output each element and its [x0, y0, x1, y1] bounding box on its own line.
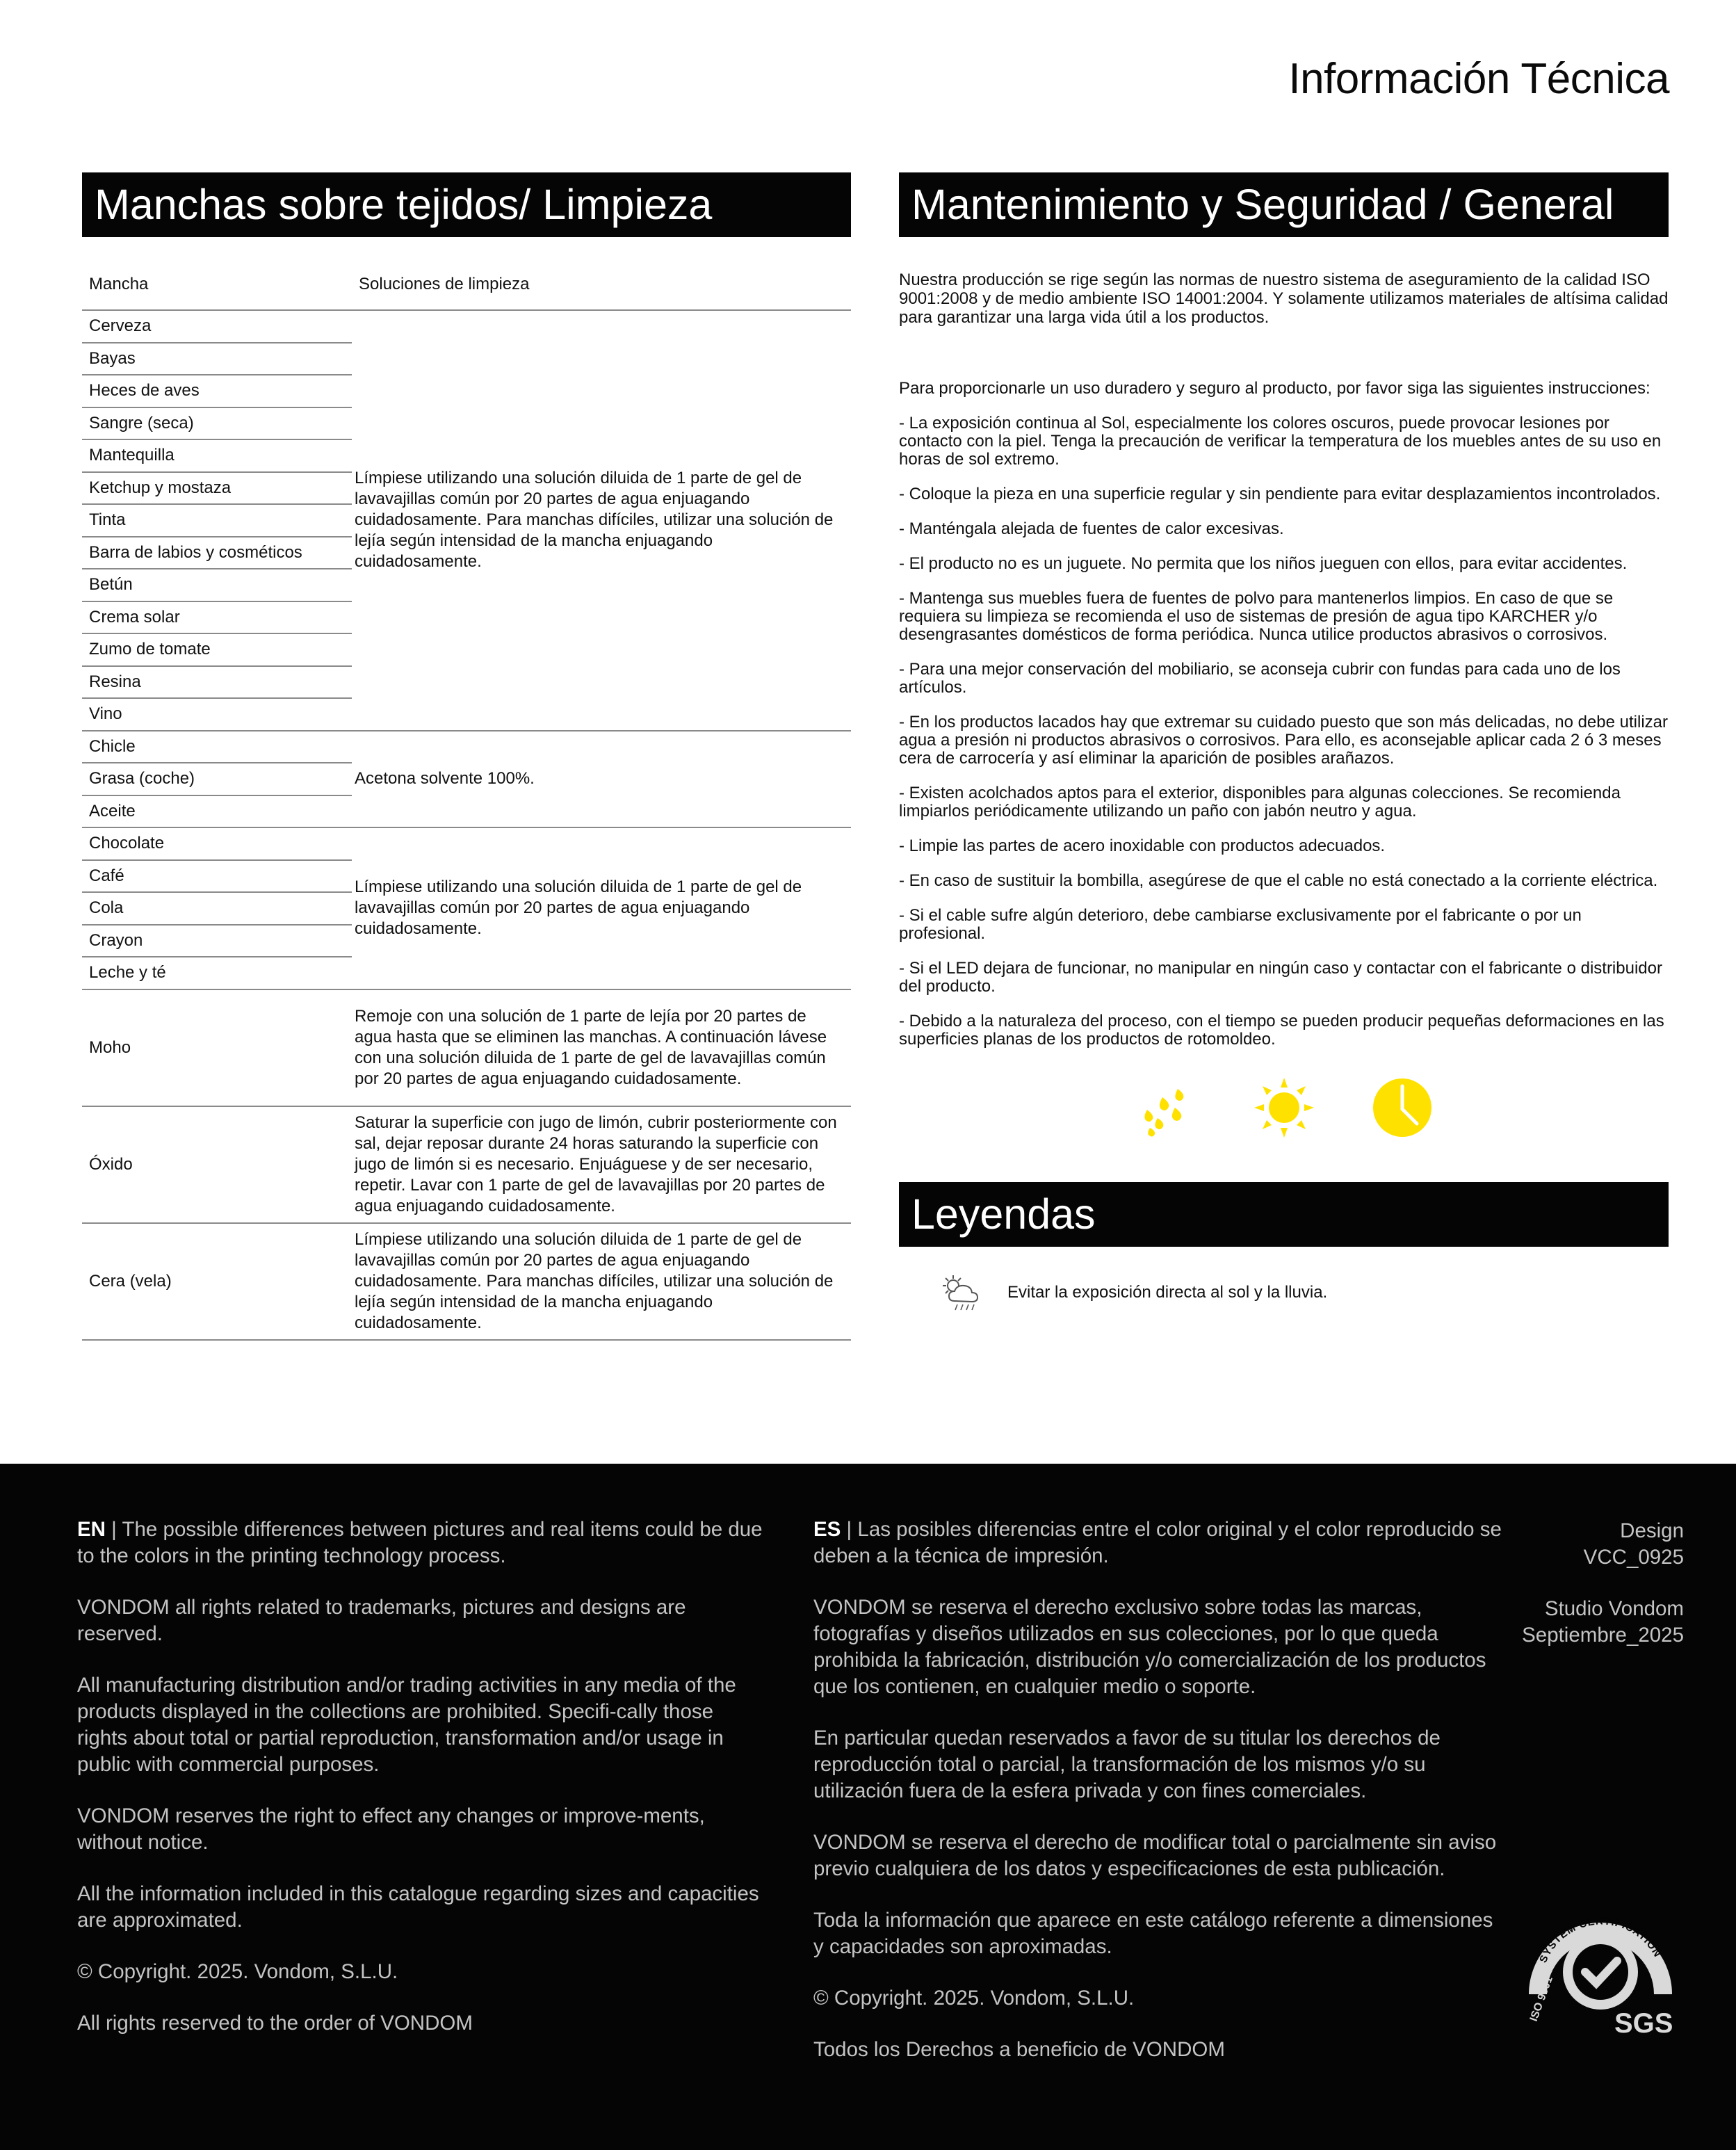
footer-es-text: VONDOM se reserva el derecho de modificar total o parcialmente sin aviso previo cualquiera de los datos y especificaciones de esta publicación.	[813, 1831, 1497, 1880]
footer-en	[77, 1517, 765, 2062]
stain-name: Tinta	[82, 504, 352, 537]
cleaning-solution: Límpiese utilizando una solución diluida de 1 parte de gel de lavavajillas común por 20 partes de agua enjuagando cuidadosamente. Para manchas difíciles, utilizar una solución de lejía según intensidad de la mancha enjuagando cuidadosamente.	[352, 310, 851, 731]
header-stain: Mancha	[82, 259, 352, 310]
stain-name: Bayas	[82, 343, 352, 375]
sun-rain-cloud-icon	[939, 1273, 984, 1312]
instruction-item: - Existen acolchados aptos para el exterior, disponibles para algunas colecciones. Se recomienda limpiarlos periódicamente utilizando un paño con jabón neutro y agua.	[899, 784, 1621, 821]
stain-name: Chocolate	[82, 827, 352, 860]
footer	[0, 1464, 1736, 2150]
cleaning-solution: Saturar la superficie con jugo de limón, cubrir posteriormente con sal, dejar reposar durante 24 horas saturando la superficie con jugo de limón si es necesario. Enjuáguese y de ser necesario, repetir. Lavar con 1 parte de gel de lavavajillas por 20 partes de agua enjuagando cuidadosamente.	[352, 1106, 851, 1223]
edition-date: Septiembre_2025	[1522, 1624, 1684, 1647]
rain-drops-icon	[1135, 1076, 1197, 1139]
footer-es	[813, 1517, 1502, 2088]
stain-name: Cola	[82, 892, 352, 925]
seal-sgs-text: SGS	[1614, 2008, 1673, 2039]
table-row	[82, 1223, 851, 1340]
footer-en-text: VONDOM reserves the right to effect any changes or improve-ments, without notice.	[77, 1804, 705, 1854]
sun-icon	[1253, 1076, 1315, 1139]
cleaning-solution: Límpiese utilizando una solución diluida de 1 parte de gel de lavavajillas común por 20 partes de agua enjuagando cuidadosamente. Para manchas difíciles, utilizar una solución de lejía según intensidad de la mancha enjuagando cuidadosamente.	[352, 1223, 851, 1340]
stains-table-header	[82, 259, 851, 310]
instruction-item: - Limpie las partes de acero inoxidable con productos adecuados.	[899, 836, 1386, 855]
stain-name: Ketchup y mostaza	[82, 472, 352, 505]
table-row	[82, 310, 851, 343]
maintenance-section	[899, 172, 1669, 1312]
instruction-item: - Si el LED dejara de funcionar, no manipular en ningún caso y contactar con el fabricante o distribuidor del producto.	[899, 959, 1662, 996]
instruction-item: - Manténgala alejada de fuentes de calor excesivas.	[899, 519, 1284, 538]
stain-name: Óxido	[82, 1106, 352, 1223]
stain-name: Vino	[82, 698, 352, 731]
cleaning-solution: Remoje con una solución de 1 parte de lejía por 20 partes de agua hasta que se eliminen las manchas. A continuación lávese con una solución diluida de 1 parte de gel de lavavajillas común por 20 partes de agua enjuagando cuidadosamente.	[352, 989, 851, 1106]
stain-name: Mantequilla	[82, 439, 352, 472]
footer-meta	[1434, 1518, 1684, 1674]
footer-en-text: | The possible differences between pictures and real items could be due to the colors in the printing technology process.	[77, 1518, 763, 1567]
seal-ring-text: SYSTEM CERTIFICATION	[1537, 1915, 1664, 1965]
table-row	[82, 989, 851, 1106]
footer-es-text: | Las posibles diferencias entre el color original y el color reproducido se deben a la técnica de impresión.	[813, 1518, 1502, 1567]
footer-en-text: © Copyright. 2025. Vondom, S.L.U.	[77, 1960, 398, 1983]
stain-name: Betún	[82, 569, 352, 601]
stain-name: Cera (vela)	[82, 1223, 352, 1340]
stain-name: Barra de labios y cosméticos	[82, 537, 352, 569]
legend-item	[899, 1273, 1669, 1312]
stain-name: Crema solar	[82, 601, 352, 634]
instruction-item: - En los productos lacados hay que extremar su cuidado puesto que son más delicadas, no debe utilizar agua a presión ni productos abrasivos o corrosivos. Para ello, es aconsejable aplicar cada 2 ó 3 meses cera de carrocería y así eliminar la aparición de posibles arañazos.	[899, 713, 1668, 768]
instruction-item: - Mantenga sus muebles fuera de fuentes de polvo para mantenerlos limpios. En caso de que se requiera su limpieza se recomienda el uso de sistemas de presión de agua tipo KARCHER y/o desengrasantes domésticos de forma periódica. Nunca utilice productos abrasivos o corrosivos.	[899, 589, 1614, 644]
instruction-item: - Coloque la pieza en una superficie regular y sin pendiente para evitar desplazamientos incontrolados.	[899, 485, 1661, 503]
stain-name: Moho	[82, 989, 352, 1106]
stain-name: Grasa (coche)	[82, 763, 352, 795]
instruction-item: - Para una mejor conservación del mobiliario, se aconseja cubrir con fundas para cada uno de los artículos.	[899, 660, 1621, 697]
stain-name: Café	[82, 860, 352, 893]
lang-label-en: EN	[77, 1518, 106, 1541]
sgs-iso-9001-seal-icon	[1524, 1890, 1677, 2043]
stains-section	[82, 172, 851, 1341]
stain-name: Chicle	[82, 731, 352, 763]
footer-es-text: Toda la información que aparece en este catálogo referente a dimensiones y capacidades son aproximadas.	[813, 1909, 1493, 1958]
lang-label-es: ES	[813, 1518, 841, 1541]
cleaning-solution: Acetona solvente 100%.	[352, 731, 851, 828]
footer-es-text: En particular quedan reservados a favor de su titular los derechos de reproducción total o parcial, la transformación de los mismos y/o su utilización fuera de la esfera privada y con fines comerciales.	[813, 1727, 1441, 1802]
header-solution: Soluciones de limpieza	[352, 259, 851, 310]
cleaning-solution: Límpiese utilizando una solución diluida de 1 parte de gel de lavavajillas común por 20 partes de agua enjuagando cuidadosamente.	[352, 827, 851, 989]
footer-en-text: All manufacturing distribution and/or trading activities in any media of the products displayed in the collections are prohibited. Specifi-cally those rights about total or partial reproduction, transformation and/or usage in public with commercial purposes.	[77, 1674, 736, 1776]
stains-section-title: Manchas sobre tejidos/ Limpieza	[82, 172, 851, 237]
care-icons	[899, 1076, 1669, 1140]
stain-name: Crayon	[82, 925, 352, 957]
stain-name: Heces de aves	[82, 375, 352, 407]
design-label: Design	[1620, 1519, 1684, 1542]
table-row	[82, 827, 851, 860]
instruction-item: - La exposición continua al Sol, especialmente los colores oscuros, puede provocar lesiones por contacto con la piel. Tenga la precaución de verificar la temperatura de los muebles antes de su uso en horas de sol extremo.	[899, 414, 1662, 469]
footer-es-text: © Copyright. 2025. Vondom, S.L.U.	[813, 1987, 1135, 2010]
footer-es-text: Todos los Derechos a beneficio de VONDOM	[813, 2038, 1225, 2061]
footer-en-text: VONDOM all rights related to trademarks, pictures and designs are reserved.	[77, 1596, 686, 1645]
footer-es-text: VONDOM se reserva el derecho exclusivo sobre todas las marcas, fotografías y diseños utilizados en sus colecciones, por lo que queda prohibida la fabricación, distribución y/o comercialización de los productos que los contienen, en cualquier medio o soporte.	[813, 1596, 1486, 1698]
stain-name: Zumo de tomate	[82, 633, 352, 666]
instruction-item: - El producto no es un juguete. No permita que los niños jueguen con ellos, para evitar accidentes.	[899, 554, 1628, 573]
studio-name: Studio Vondom	[1544, 1597, 1684, 1620]
table-row	[82, 1106, 851, 1223]
stain-name: Leche y té	[82, 957, 352, 989]
stain-name: Aceite	[82, 795, 352, 828]
maintenance-lead: Para proporcionarle un uso duradero y seguro al producto, por favor siga las siguientes instrucciones:	[899, 379, 1650, 398]
maintenance-instructions	[899, 414, 1669, 1049]
design-code: VCC_0925	[1583, 1546, 1684, 1569]
table-row	[82, 731, 851, 763]
maintenance-section-title: Mantenimiento y Seguridad / General	[899, 172, 1669, 237]
seal-iso-text: ISO 9001	[1527, 1975, 1555, 2023]
stains-table-body	[82, 310, 851, 1340]
footer-en-text: All rights reserved to the order of VONDOM	[77, 2012, 473, 2035]
maintenance-intro: Nuestra producción se rige según las normas de nuestro sistema de aseguramiento de la calidad ISO 9001:2008 y de medio ambiente ISO 14001:2004. Y solamente utilizamos materiales de altísima calidad para garantizar una larga vida útil a los productos.	[899, 270, 1669, 327]
footer-en-text: All the information included in this catalogue regarding sizes and capacities are approximated.	[77, 1882, 759, 1932]
legend-section-title: Leyendas	[899, 1182, 1669, 1247]
stain-name: Resina	[82, 666, 352, 699]
legend-item-text: Evitar la exposición directa al sol y la lluvia.	[1007, 1283, 1328, 1302]
stain-name: Sangre (seca)	[82, 407, 352, 440]
page-title: Información Técnica	[1288, 55, 1669, 103]
instruction-item: - En caso de sustituir la bombilla, asegúrese de que el cable no está conectado a la corriente eléctrica.	[899, 871, 1658, 890]
stain-name: Cerveza	[82, 310, 352, 343]
instruction-item: - Si el cable sufre algún deterioro, debe cambiarse exclusivamente por el fabricante o por un profesional.	[899, 906, 1582, 943]
stains-table	[82, 259, 851, 1341]
clock-icon	[1371, 1076, 1434, 1139]
instruction-item: - Debido a la naturaleza del proceso, con el tiempo se pueden producir pequeñas deformaciones en las superficies planas de los productos de rotomoldeo.	[899, 1012, 1664, 1049]
